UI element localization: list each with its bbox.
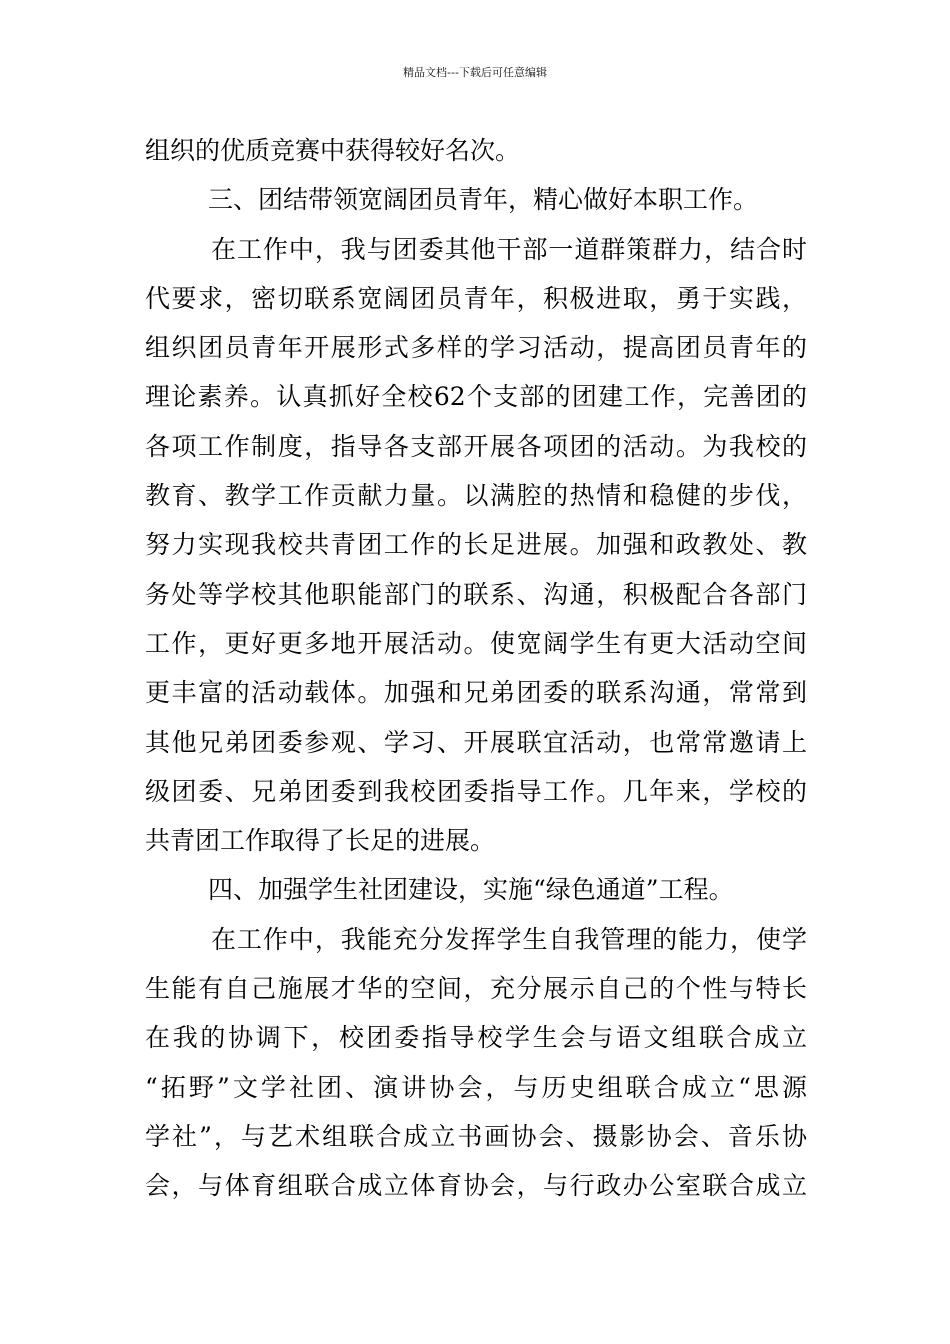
text-line: 努力实现我校共青团工作的长足进展。加强和政教处、教 — [145, 530, 807, 560]
text-line: 组织团员青年开展形式多样的学习活动，提高团员青年的 — [145, 333, 807, 363]
text-line: “拓野”文学社团、演讲协会，与历史组联合成立“思源 — [145, 1072, 807, 1102]
section-heading-4: 四、加强学生社团建设，实施“绿色通道”工程。 — [208, 875, 734, 905]
document-body — [145, 126, 807, 1211]
text-line: 理论素养。认真抓好全校62个支部的团建工作，完善团的 — [145, 382, 807, 412]
text-line: 更丰富的活动载体。加强和兄弟团委的联系沟通，常常到 — [145, 678, 807, 708]
text-line: 共青团工作取得了长足的进展。 — [145, 826, 496, 856]
page-header: 精品文档---下载后可任意编辑 — [403, 66, 547, 79]
section-heading-3: 三、团结带领宽阔团员青年，精心做好本职工作。 — [208, 185, 759, 215]
text-line: 学社”，与艺术组联合成立书画协会、摄影协会、音乐协 — [145, 1121, 807, 1151]
text-line: 务处等学校其他职能部门的联系、沟通，积极配合各部门 — [145, 579, 807, 609]
text-line: 教育、教学工作贡献力量。以满腔的热情和稳健的步伐， — [145, 481, 807, 511]
text-line: 代要求，密切联系宽阔团员青年，积极进取，勇于实践， — [145, 283, 807, 313]
text-line: 在工作中，我与团委其他干部一道群策群力，结合时 — [211, 234, 807, 264]
text-line: 各项工作制度，指导各支部开展各项团的活动。为我校的 — [145, 431, 807, 461]
text-line: 生能有自己施展才华的空间，充分展示自己的个性与特长 — [145, 974, 807, 1004]
text-line: 其他兄弟团委参观、学习、开展联宜活动，也常常邀请上 — [145, 727, 807, 757]
text-line: 工作，更好更多地开展活动。使宽阔学生有更大活动空间 — [145, 628, 807, 658]
text-line: 组织的优质竞赛中获得较好名次。 — [145, 136, 521, 165]
text-line: 在我的协调下，校团委指导校学生会与语文组联合成立 — [145, 1023, 807, 1053]
text-line: 级团委、兄弟团委到我校团委指导工作。几年来，学校的 — [145, 776, 807, 806]
text-line: 会，与体育组联合成立体育协会，与行政办公室联合成立 — [145, 1171, 807, 1201]
text-line: 在工作中，我能充分发挥学生自我管理的能力，使学 — [211, 924, 807, 954]
